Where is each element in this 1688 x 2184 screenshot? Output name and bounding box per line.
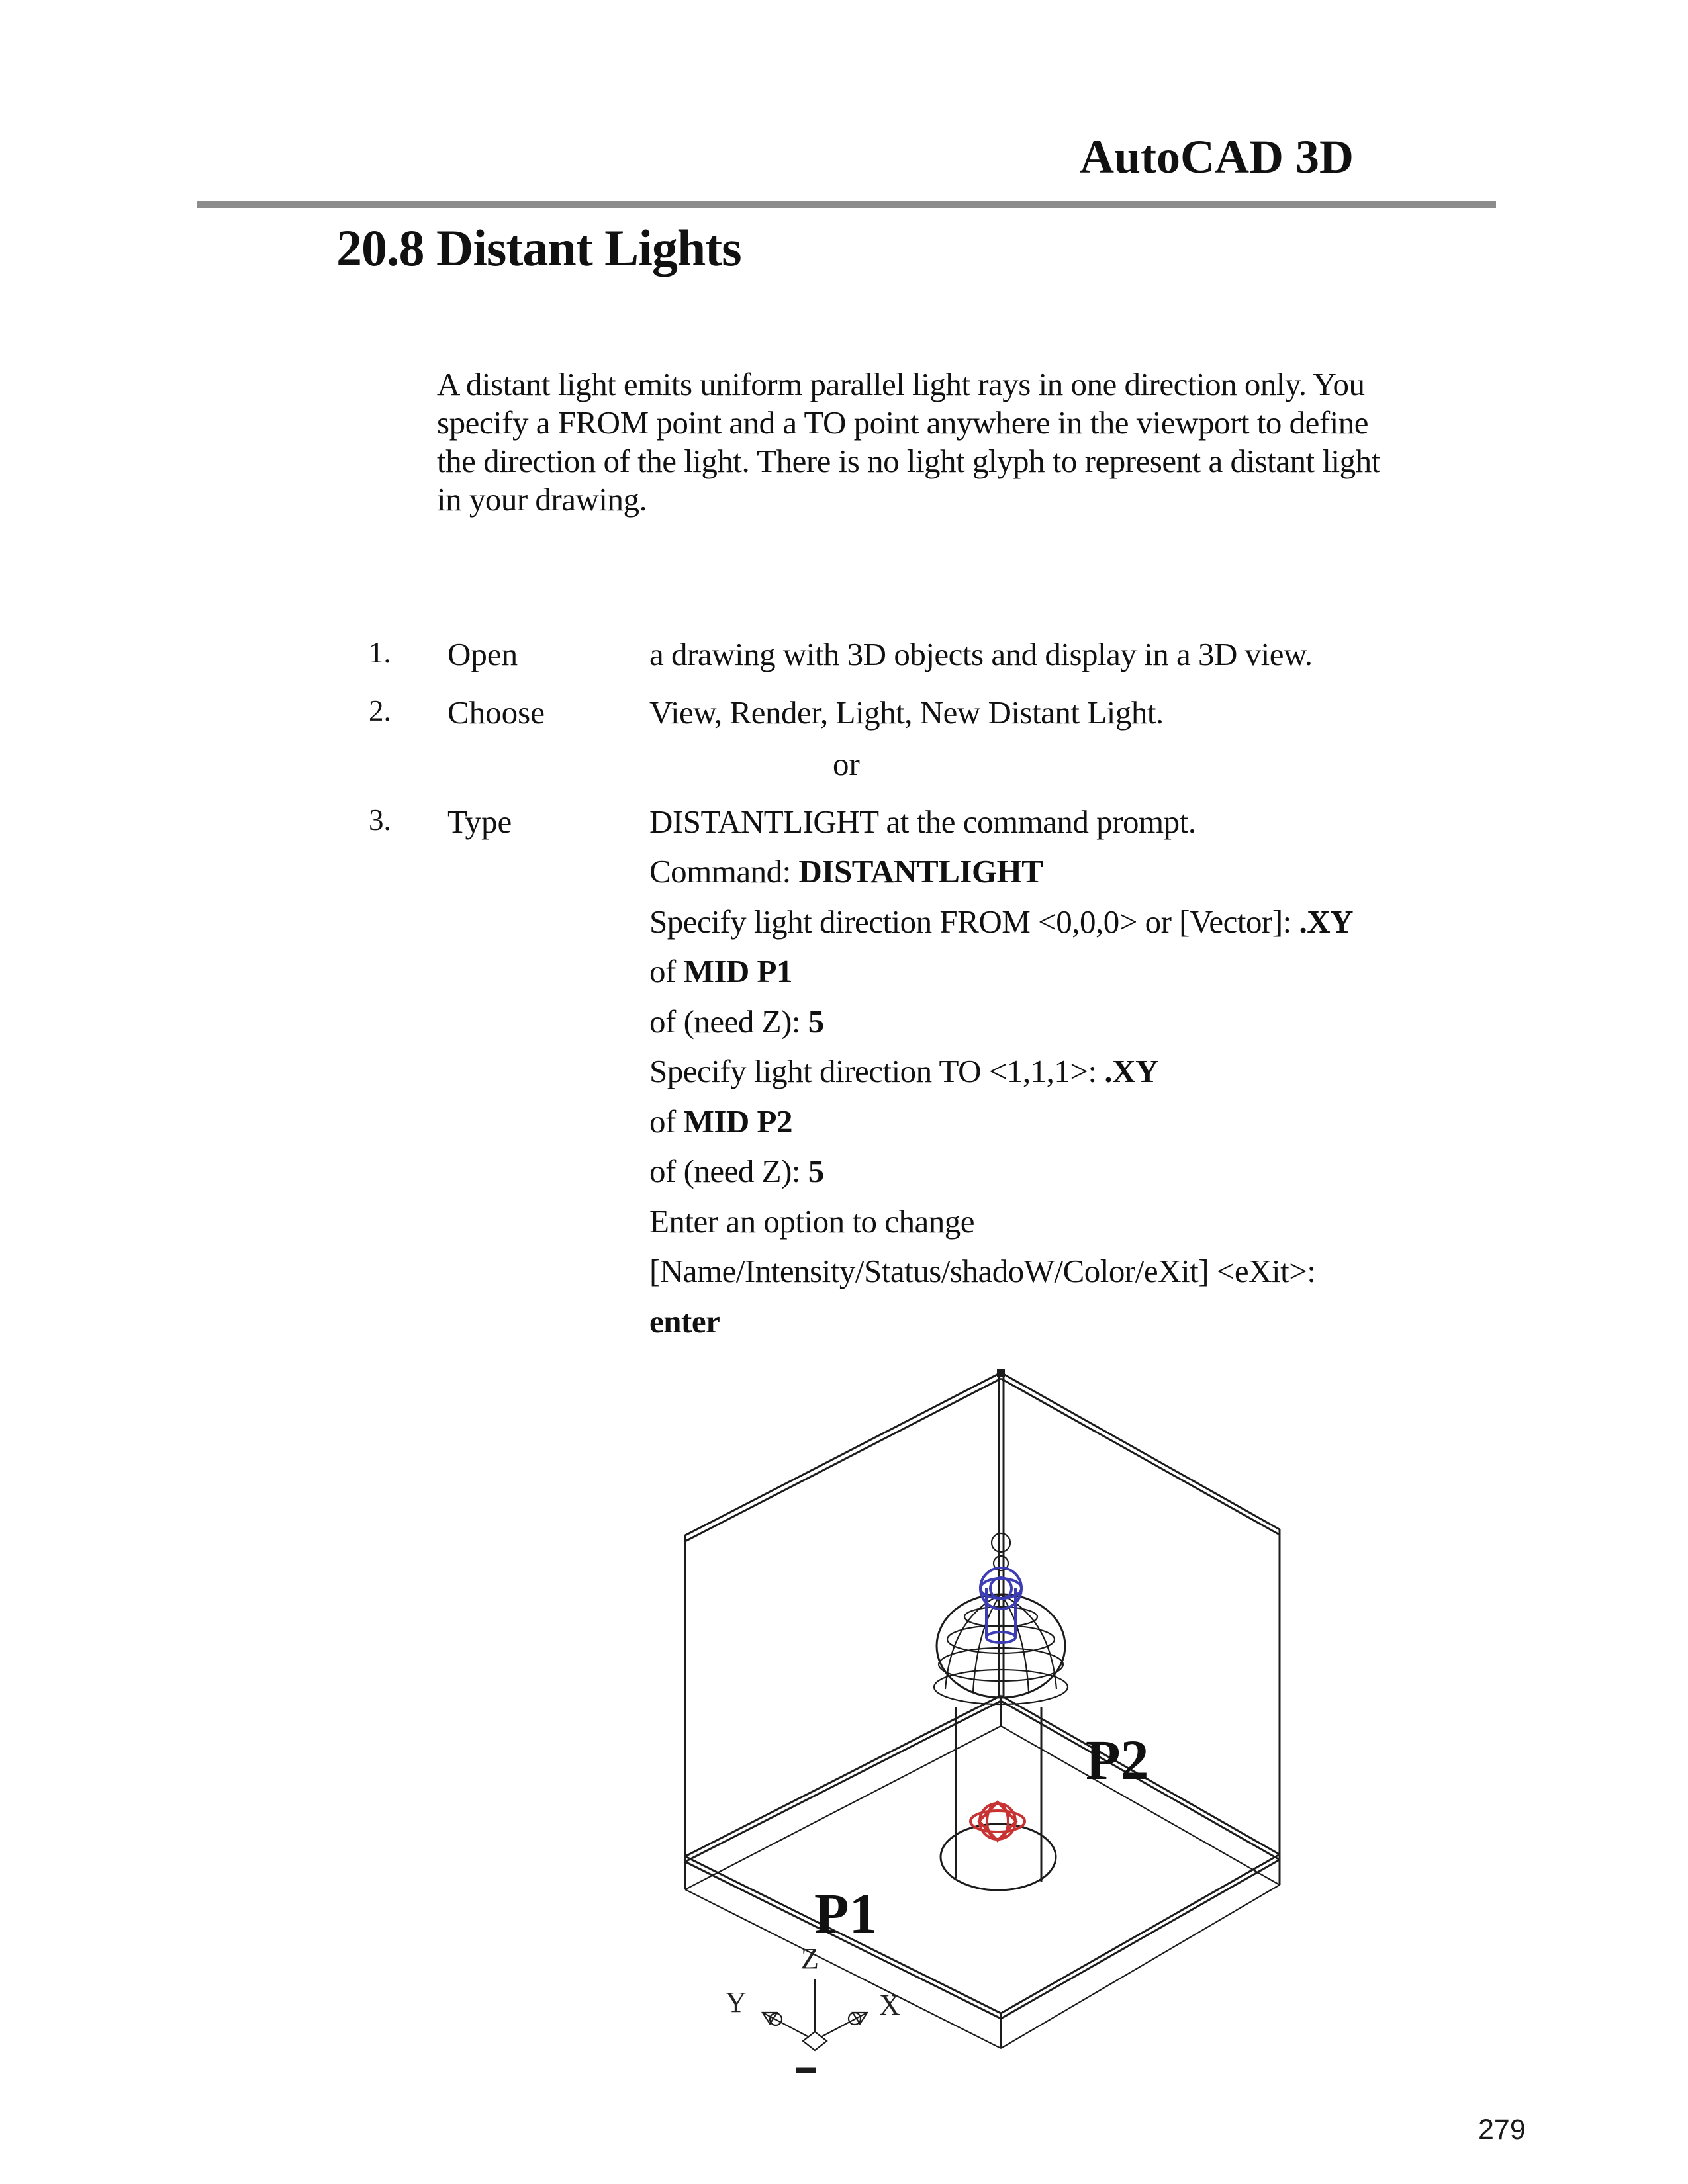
step-number: 1. xyxy=(369,636,391,669)
command-input-text: .XY xyxy=(1104,1053,1158,1089)
command-prompt-text: Enter an option to change xyxy=(649,1203,974,1240)
floor-slab xyxy=(685,1696,1280,2048)
command-line xyxy=(649,952,792,990)
step-row xyxy=(0,635,1688,683)
axis-label-z: Z xyxy=(801,1942,819,1975)
command-line xyxy=(649,903,1353,940)
command-line xyxy=(649,852,1043,890)
command-prompt-text: Specify light direction FROM <0,0,0> or [Vector]: xyxy=(649,903,1299,940)
step-number: 2. xyxy=(369,694,391,727)
command-prompt-text: [Name/Intensity/Status/shadoW/Color/eXit] <eXit>: xyxy=(649,1253,1316,1289)
header-rule xyxy=(197,201,1496,208)
command-line xyxy=(649,1252,1316,1290)
command-input-text: MID P2 xyxy=(683,1103,792,1140)
command-line xyxy=(649,1302,720,1340)
command-input-text: MID P1 xyxy=(683,953,792,989)
or-separator: or xyxy=(833,746,860,782)
dome-cap xyxy=(934,1594,1068,1704)
step-text: a drawing with 3D objects and display in a 3D view. xyxy=(649,636,1313,672)
page-number: 279 xyxy=(1478,2114,1526,2146)
label-p2: P2 xyxy=(1086,1728,1149,1792)
intro-line: specify a FROM point and a TO point anywhere in the viewport to define xyxy=(437,404,1369,441)
step-text: View, Render, Light, New Distant Light. xyxy=(649,694,1164,731)
distant-light-diagram xyxy=(662,1350,1311,2118)
label-p1: P1 xyxy=(814,1882,878,1945)
axis-label-y: Y xyxy=(726,1986,747,2019)
header-title: AutoCAD 3D xyxy=(1080,130,1354,183)
step-verb: Open xyxy=(447,636,518,672)
ucs-icon xyxy=(763,1979,867,2070)
command-prompt-text: of xyxy=(649,953,684,989)
command-line xyxy=(649,1003,824,1040)
box-apex-marker xyxy=(997,1369,1005,1377)
command-input-text: enter xyxy=(649,1302,720,1340)
cylinder xyxy=(941,1707,1056,1890)
command-input-text: 5 xyxy=(808,1153,824,1189)
step-text: DISTANTLIGHT at the command prompt. xyxy=(649,803,1196,840)
step-row xyxy=(0,803,1688,850)
step-number: 3. xyxy=(369,803,391,837)
intro-paragraph xyxy=(437,365,1380,519)
step-row xyxy=(0,694,1688,741)
command-input-text: 5 xyxy=(808,1003,824,1040)
step-verb: Type xyxy=(447,803,512,840)
command-line xyxy=(649,1203,974,1240)
section-title: 20.8 Distant Lights xyxy=(336,219,741,277)
command-prompt-text: of (need Z): xyxy=(649,1003,808,1040)
axis-label-x: X xyxy=(879,1989,900,2021)
command-line xyxy=(649,1103,792,1140)
command-input-text: DISTANTLIGHT xyxy=(798,853,1043,889)
intro-line: A distant light emits uniform parallel light rays in one direction only. You xyxy=(437,366,1365,402)
point-light-glyph xyxy=(970,1802,1025,1841)
command-prompt-text: Command: xyxy=(649,853,799,889)
intro-line: the direction of the light. There is no light glyph to represent a distant light xyxy=(437,443,1380,479)
command-prompt-text: of xyxy=(649,1103,684,1140)
page-header xyxy=(0,130,1354,185)
command-prompt-text: of (need Z): xyxy=(649,1153,808,1189)
command-line xyxy=(649,1152,824,1190)
command-input-text: .XY xyxy=(1299,903,1354,940)
command-line xyxy=(649,1052,1158,1090)
step-verb: Choose xyxy=(447,694,545,731)
intro-line: in your drawing. xyxy=(437,481,647,518)
command-prompt-text: Specify light direction TO <1,1,1>: xyxy=(649,1053,1105,1089)
